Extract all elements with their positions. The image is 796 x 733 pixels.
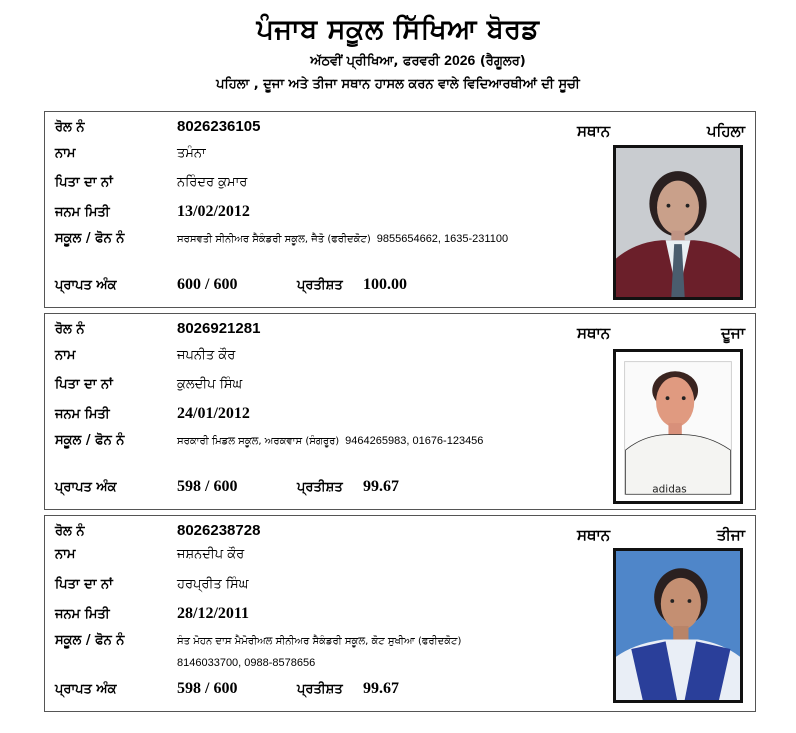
rank-value: ਪਹਿਲਾ <box>706 122 745 140</box>
percentage-value: 99.67 <box>363 680 399 697</box>
exam-type: (ਰੈਗੂਲਰ) <box>475 54 526 69</box>
list-title: ਪਹਿਲਾ , ਦੂਜਾ ਅਤੇ ਤੀਜਾ ਸਥਾਨ ਹਾਸਲ ਕਰਨ ਵਾਲੇ ਵਿਦਿਆਰਥੀਆਂ ਦੀ ਸੂਚੀ <box>216 77 580 92</box>
school-phone-label: ਸਕੂਲ / ਫੋਨ ਨੰ <box>55 633 125 648</box>
rank-label: ਸਥਾਨ <box>577 122 611 140</box>
phone-value: 9464265983, 01676-123456 <box>345 435 484 447</box>
marks-label: ਪ੍ਰਾਪਤ ਅੰਕ <box>55 278 117 293</box>
name-label: ਨਾਮ <box>55 146 76 161</box>
roll-no-value: 8026921281 <box>177 320 261 337</box>
dob-value: 28/12/2011 <box>177 605 250 622</box>
school-name: ਸਰਸਵਤੀ ਸੀਨੀਅਰ ਸੈਕੰਡਰੀ ਸਕੂਲ, ਜੈਤੋ (ਫਰੀਦਕੋਟ) <box>177 234 371 245</box>
school-value <box>177 435 483 447</box>
school-name: ਸੰਤ ਮੋਹਨ ਦਾਸ ਮੈਮੋਰੀਅਲ ਸੀਨੀਅਰ ਸੈਕੰਡਰੀ ਸਕੂਲ, ਕੋਟ ਸੁਖੀਆ (ਫਰੀਦਕੋਟ) <box>177 636 462 647</box>
dob-value: 24/01/2012 <box>177 405 250 422</box>
roll-no-label: ਰੋਲ ਨੰ <box>55 322 85 337</box>
percentage-value: 100.00 <box>363 276 407 293</box>
school-phone-label: ਸਕੂਲ / ਫੋਨ ਨੰ <box>55 433 125 448</box>
dob-label: ਜਨਮ ਮਿਤੀ <box>55 607 110 622</box>
rank-header <box>577 324 745 342</box>
marks-label: ਪ੍ਰਾਪਤ ਅੰਕ <box>55 682 117 697</box>
father-name-value: ਕੁਲਦੀਪ ਸਿੰਘ <box>177 377 243 392</box>
exam-name: ਅੱਠਵੀਂ ਪ੍ਰੀਖਿਆ, ਫਰਵਰੀ <box>310 54 445 69</box>
student-card-first <box>44 111 756 308</box>
school-value <box>177 233 508 245</box>
dob-label: ਜਨਮ ਮਿਤੀ <box>55 205 110 220</box>
dob-label: ਜਨਮ ਮਿਤੀ <box>55 407 110 422</box>
rank-header <box>577 526 745 544</box>
student-card-third <box>44 515 756 712</box>
phone-value: 8146033700, 0988-8578656 <box>177 657 316 669</box>
roll-no-label: ਰੋਲ ਨੰ <box>55 120 85 135</box>
father-name-value: ਨਰਿੰਦਰ ਕੁਮਾਰ <box>177 175 248 190</box>
marks-label: ਪ੍ਰਾਪਤ ਅੰਕ <box>55 480 117 495</box>
father-name-label: ਪਿਤਾ ਦਾ ਨਾਂ <box>55 577 113 592</box>
rank-value: ਤੀਜਾ <box>716 526 745 544</box>
rank-label: ਸਥਾਨ <box>577 526 611 544</box>
exam-subtitle <box>0 52 796 69</box>
student-photo <box>613 349 743 504</box>
student-photo <box>613 145 743 300</box>
dob-value: 13/02/2012 <box>177 203 250 220</box>
roll-no-label: ਰੋਲ ਨੰ <box>55 524 85 539</box>
student-card-second <box>44 313 756 510</box>
name-label: ਨਾਮ <box>55 348 76 363</box>
student-name: ਜਪਨੀਤ ਕੌਰ <box>177 348 236 363</box>
father-name-label: ਪਿਤਾ ਦਾ ਨਾਂ <box>55 377 113 392</box>
roll-no-value: 8026238728 <box>177 522 261 539</box>
exam-year: 2026 <box>444 52 476 68</box>
rank-label: ਸਥਾਨ <box>577 324 611 342</box>
school-phone-label: ਸਕੂਲ / ਫੋਨ ਨੰ <box>55 231 125 246</box>
board-title: ਪੰਜਾਬ ਸਕੂਲ ਸਿੱਖਿਆ ਬੋਰਡ <box>256 14 540 45</box>
svg-text:adidas: adidas <box>652 483 687 496</box>
student-name: ਜਸ਼ਨਦੀਪ ਕੌਰ <box>177 547 245 562</box>
percentage-label: ਪ੍ਰਤੀਸ਼ਤ <box>297 682 343 697</box>
father-name-value: ਹਰਪ੍ਰੀਤ ਸਿੰਘ <box>177 577 249 592</box>
phone-value: 9855654662, 1635-231100 <box>376 233 509 245</box>
rank-value: ਦੂਜਾ <box>720 324 745 342</box>
student-photo <box>613 548 743 703</box>
marks-value: 598 / 600 <box>177 680 238 697</box>
marks-value: 600 / 600 <box>177 276 238 293</box>
rank-header <box>577 122 745 140</box>
roll-no-value: 8026236105 <box>177 118 261 135</box>
marks-value: 598 / 600 <box>177 478 238 495</box>
percentage-label: ਪ੍ਰਤੀਸ਼ਤ <box>297 480 343 495</box>
name-label: ਨਾਮ <box>55 547 76 562</box>
percentage-label: ਪ੍ਰਤੀਸ਼ਤ <box>297 278 343 293</box>
father-name-label: ਪਿਤਾ ਦਾ ਨਾਂ <box>55 175 113 190</box>
percentage-value: 99.67 <box>363 478 399 495</box>
school-name: ਸਰਕਾਰੀ ਮਿਡਲ ਸਕੂਲ, ਅਰਕਵਾਸ (ਸੰਗਰੂਰ) <box>177 436 340 447</box>
student-name: ਤਮੰਨਾ <box>177 146 206 161</box>
